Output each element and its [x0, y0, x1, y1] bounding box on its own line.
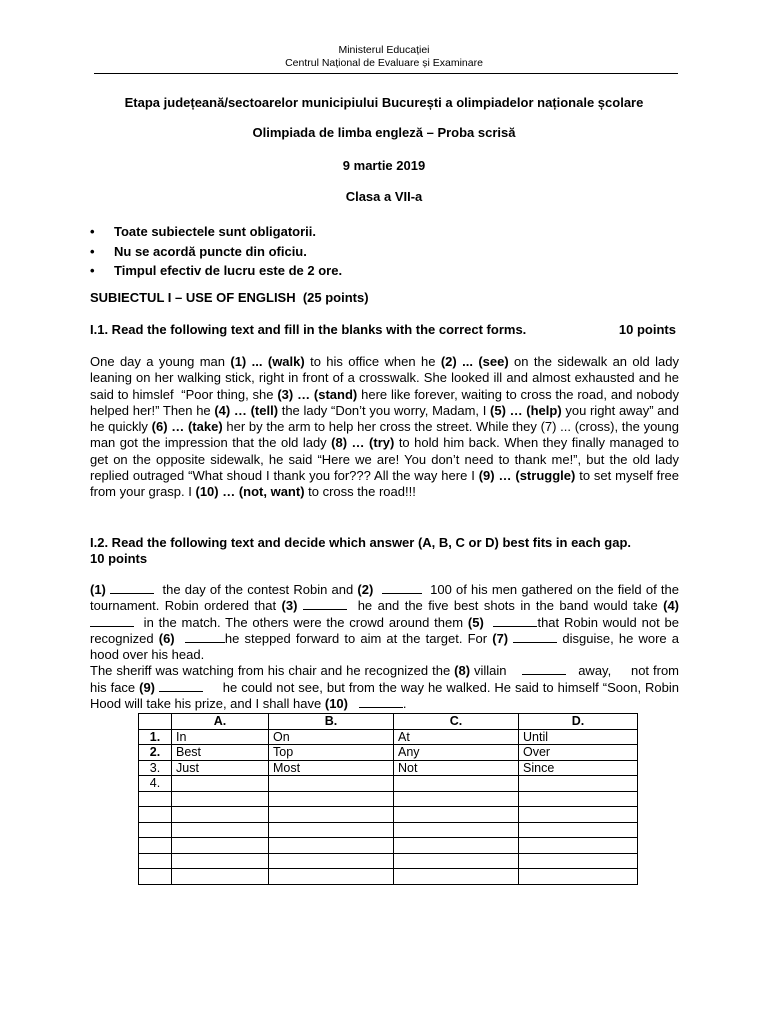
row-number: 3.: [139, 760, 172, 776]
gap-blank: [159, 681, 203, 692]
gap-blank: [513, 632, 557, 643]
rule-item: • Timpul efectiv de lucru este de 2 ore.: [90, 261, 342, 281]
gap-blank: [110, 583, 154, 594]
row-number: [139, 807, 172, 823]
table-cell: [519, 822, 638, 838]
section-title: SUBIECTUL I – USE OF ENGLISH (25 points): [90, 290, 369, 305]
table-cell: [519, 791, 638, 807]
table-cell: Just: [172, 760, 269, 776]
row-number: 1.: [139, 729, 172, 745]
table-cell: [394, 807, 519, 823]
row-number: [139, 838, 172, 854]
bullet-icon: •: [90, 224, 95, 239]
table-row: [139, 853, 638, 869]
olympiad-title: Olimpiada de limba engleză – Proba scrisă: [252, 125, 516, 140]
gap-blank: [185, 632, 225, 643]
table-cell: [172, 822, 269, 838]
table-header-cell: B.: [269, 714, 394, 730]
table-cell: [172, 869, 269, 885]
table-cell: Not: [394, 760, 519, 776]
grade-label: Clasa a VII-a: [345, 189, 423, 204]
table-cell: [172, 838, 269, 854]
bullet-icon: •: [90, 243, 95, 259]
table-cell: On: [269, 729, 394, 745]
table-row: [139, 807, 638, 823]
table-cell: Since: [519, 760, 638, 776]
table-header-cell: A.: [172, 714, 269, 730]
bullet-icon: •: [90, 263, 95, 278]
table-cell: [172, 807, 269, 823]
table-cell: [394, 838, 519, 854]
table-cell: [519, 853, 638, 869]
gap-blank: [522, 664, 566, 675]
table-cell: Top: [269, 745, 394, 761]
table-header-cell: D.: [519, 714, 638, 730]
table-row: [139, 745, 638, 761]
table-row: [139, 822, 638, 838]
gap-blank: [382, 583, 422, 594]
table-cell: Over: [519, 745, 638, 761]
row-number: [139, 791, 172, 807]
table-cell: [269, 807, 394, 823]
task-1-points: 10 points: [618, 322, 676, 337]
answer-table: [138, 713, 638, 885]
table-cell: Any: [394, 745, 519, 761]
task-1-instruction: I.1. Read the following text and fill in the blanks with the correct forms. 10 points: [90, 322, 676, 337]
table-cell: [269, 869, 394, 885]
rules-list: [90, 222, 342, 281]
table-row: [139, 760, 638, 776]
table-cell: [519, 838, 638, 854]
task-2-points: 10 points: [90, 551, 148, 566]
table-cell: [269, 776, 394, 792]
document-header: [0, 44, 768, 70]
table-cell: [269, 838, 394, 854]
table-cell: [269, 822, 394, 838]
table-cell: [394, 791, 519, 807]
table-cell: [394, 822, 519, 838]
table-header-cell: [139, 714, 172, 730]
table-cell: [394, 853, 519, 869]
table-cell: [269, 853, 394, 869]
evaluation-center-name: Centrul Național de Evaluare și Examinare: [285, 57, 483, 69]
task-2-text: (1) the day of the contest Robin and (2) 100 of his men gathered on the field of the tournament. Robin ordered that (3) he and the five best shots in the band would take (4) in the match. The others were the crowd around them (5) that Robin would not be recognized (6) he stepped forward to aim at the target. For (7) disguise, he wore a hood over his head. The sheriff was watching from his chair and he recognized the (8) villain away, not from his face (9) he could not see, but from the way he walked. He said to himself “Soon, Robin Hood will take his prize, and I shall have (10) .: [90, 582, 680, 712]
table-cell: [172, 791, 269, 807]
table-cell: [394, 869, 519, 885]
row-number: 4.: [139, 776, 172, 792]
task-2-instruction: I.2. Read the following text and decide which answer (A, B, C or D) best fits in each gap. 10 points: [90, 535, 632, 566]
task-1-text: One day a young man (1) ... (walk) to his office when he (2) ... (see) on the sidewalk an old lady leaning on her walking stick, right in front of a crosswalk. She looked ill and almost exhausted and he said to himslef “Poor thing, she (3) … (stand) here like forever, waiting to cross the road, and nobody helped her!” Then he (4) … (tell) the lady “Don’t you worry, Madam, I (5) … (help) you right away” and he quickly (6) … (take) her by the arm to help her cross the street. While they (7) ... (cross), the young man got the impression that the old lady (8) … (try) to hold him back. When they finally managed to get on the opposite sidewalk, he said “Here we are! You don’t need to thank me!”, but the old lady replied outraged “What shoud I thank you for??? All the way here I (9) … (struggle) to set myself free from your grasp. I (10) … (not, want) to cross the road!!!: [90, 354, 680, 500]
table-cell: [172, 776, 269, 792]
table-cell: Best: [172, 745, 269, 761]
answer-table-header-row: [139, 714, 638, 730]
row-number: [139, 853, 172, 869]
table-cell: [394, 776, 519, 792]
table-cell: In: [172, 729, 269, 745]
row-number: [139, 822, 172, 838]
table-cell: [519, 869, 638, 885]
rule-item: • Nu se acordă puncte din oficiu.: [90, 242, 342, 262]
table-row: [139, 791, 638, 807]
rule-item: • Toate subiectele sunt obligatorii.: [90, 222, 342, 242]
table-cell: [519, 807, 638, 823]
table-cell: [172, 853, 269, 869]
table-header-cell: C.: [394, 714, 519, 730]
gap-blank: [303, 599, 347, 610]
table-row: [139, 776, 638, 792]
stage-title: Etapa județeană/sectoarelor municipiului București a olimpiadelor naționale școlare: [124, 95, 644, 110]
gap-blank: [90, 616, 134, 627]
row-number: [139, 869, 172, 885]
header-divider: [94, 73, 678, 74]
table-cell: Most: [269, 760, 394, 776]
table-cell: [519, 776, 638, 792]
table-cell: [269, 791, 394, 807]
row-number: 2.: [139, 745, 172, 761]
ministry-name: Ministerul Educației: [338, 44, 430, 56]
table-row: [139, 838, 638, 854]
table-cell: Until: [519, 729, 638, 745]
table-row: [139, 729, 638, 745]
table-row: [139, 869, 638, 885]
exam-date: 9 martie 2019: [342, 158, 426, 173]
gap-blank: [359, 697, 403, 708]
gap-blank: [493, 616, 537, 627]
table-cell: At: [394, 729, 519, 745]
